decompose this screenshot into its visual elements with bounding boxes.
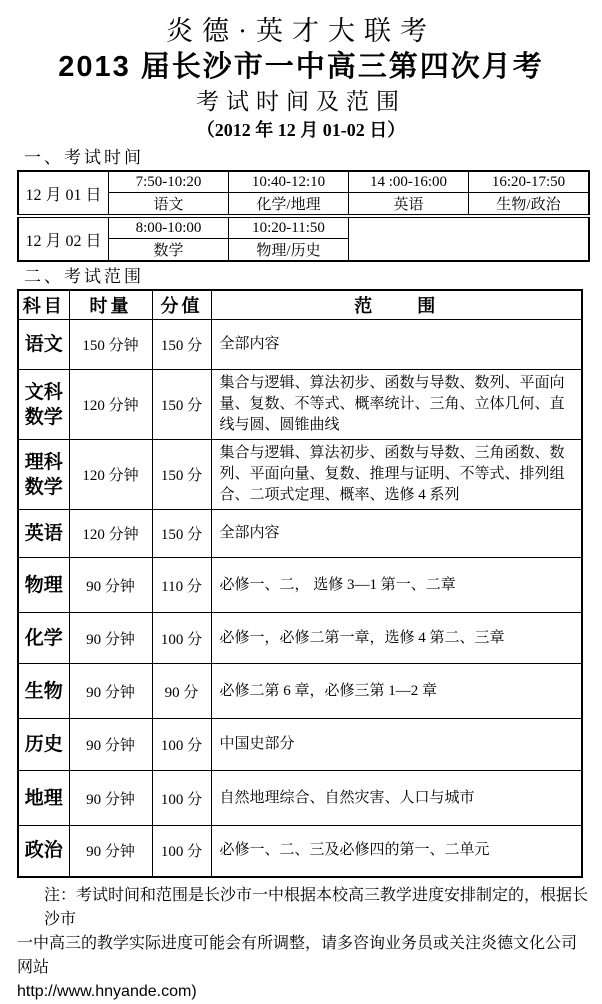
- subject-cell: 语文: [18, 320, 69, 370]
- scope-cell: 集合与逻辑、算法初步、函数与导数、数列、平面向量、复数、不等式、概率统计、三角、立体几何、直线与圆、圆锥曲线: [211, 370, 582, 440]
- schedule-empty-cell: [349, 216, 590, 261]
- schedule-subject-cell: 英语: [349, 193, 469, 217]
- schedule-subject-cell: 化学/地理: [229, 193, 349, 217]
- score-cell: 100 分: [152, 771, 211, 826]
- scope-row-english: [18, 510, 582, 558]
- schedule-row-day1-times: [18, 171, 589, 193]
- score-cell: 150 分: [152, 440, 211, 510]
- duration-cell: 120 分钟: [69, 440, 152, 510]
- subject-cell: 地理: [18, 771, 69, 826]
- scope-header-score: 分值: [152, 290, 211, 320]
- score-cell: 150 分: [152, 370, 211, 440]
- schedule-time-cell: 10:40-12:10: [229, 171, 349, 193]
- scope-row-physics: [18, 558, 582, 613]
- scope-row-geography: [18, 771, 582, 826]
- duration-cell: 90 分钟: [69, 719, 152, 771]
- subtitle: 考试时间及范围: [196, 89, 406, 114]
- schedule-time-cell: 14 :00-16:00: [349, 171, 469, 193]
- schedule-date-cell: 12 月 02 日: [18, 216, 109, 261]
- subject-cell: 文科数学: [18, 370, 69, 440]
- subject-cell: 历史: [18, 719, 69, 771]
- duration-cell: 90 分钟: [69, 558, 152, 613]
- footnote: [17, 884, 592, 1004]
- scope-header-subject: 科目: [18, 290, 69, 320]
- score-cell: 110 分: [152, 558, 211, 613]
- schedule-subject-cell: 语文: [109, 193, 229, 217]
- schedule-subject-cell: 数学: [109, 239, 229, 262]
- scope-cell: 全部内容: [211, 510, 582, 558]
- score-cell: 150 分: [152, 510, 211, 558]
- duration-cell: 90 分钟: [69, 664, 152, 719]
- brand-title: 炎德·英才大联考: [166, 16, 436, 46]
- exam-date-line: （2012 年 12 月 01-02 日）: [196, 120, 406, 140]
- score-cell: 100 分: [152, 719, 211, 771]
- footnote-line: 一中高三的教学实际进度可能会有所调整，请多咨询业务员或关注炎德文化公司网站: [17, 934, 578, 976]
- scope-row-politics: [18, 826, 582, 877]
- duration-cell: 90 分钟: [69, 613, 152, 664]
- scope-row-history: [18, 719, 582, 771]
- schedule-time-cell: 16:20-17:50: [469, 171, 590, 193]
- score-cell: 100 分: [152, 826, 211, 877]
- schedule-subject-cell: 物理/历史: [229, 239, 349, 262]
- exam-scope-table: [17, 289, 583, 878]
- scope-cell: 集合与逻辑、算法初步、函数与导数、三角函数、数列、平面向量、复数、推理与证明、不等式、排列组合、二项式定理、概率、选修 4 系列: [211, 440, 582, 510]
- schedule-row-day2-times: [18, 216, 589, 239]
- document-header: [0, 0, 602, 143]
- scope-cell: 全部内容: [211, 320, 582, 370]
- scope-row-biology: [18, 664, 582, 719]
- scope-cell: 必修一、二， 选修 3—1 第一、二章: [211, 558, 582, 613]
- scope-row-chemistry: [18, 613, 582, 664]
- subject-cell: 英语: [18, 510, 69, 558]
- subject-cell: 生物: [18, 664, 69, 719]
- scope-header-duration: 时量: [69, 290, 152, 320]
- scope-cell: 自然地理综合、自然灾害、人口与城市: [211, 771, 582, 826]
- duration-cell: 120 分钟: [69, 510, 152, 558]
- schedule-time-cell: 7:50-10:20: [109, 171, 229, 193]
- schedule-time-cell: 10:20-11:50: [229, 216, 349, 239]
- schedule-date-cell: 12 月 01 日: [18, 171, 109, 216]
- scope-cell: 必修一，必修二第一章，选修 4 第二、三章: [211, 613, 582, 664]
- duration-cell: 150 分钟: [69, 320, 152, 370]
- duration-cell: 90 分钟: [69, 826, 152, 877]
- scope-row-math-science: [18, 440, 582, 510]
- score-cell: 90 分: [152, 664, 211, 719]
- exam-schedule-table: [17, 170, 590, 262]
- subject-cell: 物理: [18, 558, 69, 613]
- page-title: 2013 届长沙市一中高三第四次月考: [58, 51, 544, 83]
- score-cell: 100 分: [152, 613, 211, 664]
- scope-cell: 必修一、二、三及必修四的第一、二单元: [211, 826, 582, 877]
- schedule-subject-cell: 生物/政治: [469, 193, 590, 217]
- subject-cell: 理科数学: [18, 440, 69, 510]
- scope-header-row: [18, 290, 582, 320]
- footnote-line: 注：考试时间和范围是长沙市一中根据本校高三教学进度安排制定的，根据长沙市: [44, 886, 589, 928]
- subject-cell: 政治: [18, 826, 69, 877]
- scope-row-math-liberal: [18, 370, 582, 440]
- score-cell: 150 分: [152, 320, 211, 370]
- duration-cell: 90 分钟: [69, 771, 152, 826]
- scope-cell: 中国史部分: [211, 719, 582, 771]
- section-2-heading: 二、考试范围: [24, 267, 144, 286]
- duration-cell: 120 分钟: [69, 370, 152, 440]
- schedule-time-cell: 8:00-10:00: [109, 216, 229, 239]
- scope-row-chinese: [18, 320, 582, 370]
- scope-cell: 必修二第 6 章，必修三第 1—2 章: [211, 664, 582, 719]
- scope-header-scope: 范 围: [211, 290, 582, 320]
- section-1-heading: 一、考试时间: [24, 148, 144, 167]
- footnote-url: http://www.hnyande.com): [17, 982, 197, 1000]
- subject-cell: 化学: [18, 613, 69, 664]
